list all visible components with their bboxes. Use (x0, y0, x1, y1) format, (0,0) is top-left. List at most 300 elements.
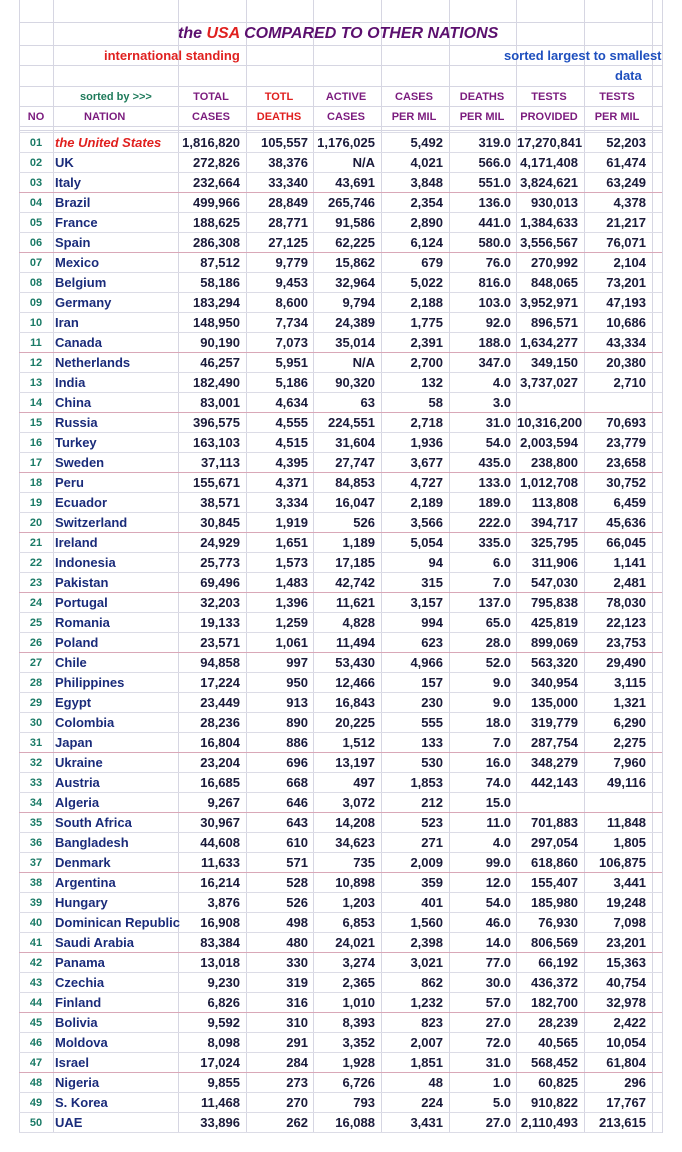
cell-value: 4,555 (275, 415, 308, 430)
cell-value: 4,171,408 (520, 155, 578, 170)
cell-value: 2,189 (410, 495, 443, 510)
cell-value: 53,430 (335, 655, 375, 670)
row-number: 46 (29, 1037, 43, 1049)
cell-value: 28,771 (268, 215, 308, 230)
nation-name: Finland (55, 995, 102, 1010)
cell-value: 1,816,820 (182, 135, 240, 150)
nation-name: Hungary (55, 895, 108, 910)
cell-value: 222.0 (478, 515, 511, 530)
nation-name: Canada (55, 335, 102, 350)
cell-value: 1,919 (275, 515, 308, 530)
cell-value: 3,274 (342, 955, 375, 970)
cell-value: 4.0 (492, 835, 511, 850)
cell-value: 63,249 (606, 175, 646, 190)
cell-value: 9,779 (275, 255, 308, 270)
cell-value: 4,966 (410, 655, 443, 670)
cell-value: 7,734 (275, 315, 308, 330)
cell-value: 896,571 (531, 315, 578, 330)
cell-value: 4,828 (342, 615, 375, 630)
cell-value: 10,686 (606, 315, 646, 330)
cell-value: 499,966 (193, 195, 240, 210)
cell-value: 19,133 (200, 615, 240, 630)
row-number: 25 (29, 617, 43, 629)
cell-value: 58,186 (200, 275, 240, 290)
row-number: 28 (29, 677, 43, 689)
cell-value: 5,054 (410, 535, 443, 550)
cell-value: 16,685 (200, 775, 240, 790)
cell-value: 90,320 (335, 375, 375, 390)
cell-value: 57.0 (485, 995, 511, 1010)
cell-value: 3,157 (410, 595, 443, 610)
cell-value: 2,890 (410, 215, 443, 230)
cell-value: 696 (286, 755, 308, 770)
cell-value: 65.0 (485, 615, 511, 630)
row-number: 33 (29, 777, 43, 789)
cell-value: 23,753 (606, 635, 646, 650)
cell-value: 16,908 (200, 915, 240, 930)
cell-value: 6,826 (207, 995, 240, 1010)
cell-value: 28.0 (485, 635, 511, 650)
cell-value: 1,203 (342, 895, 375, 910)
cell-value: 9.0 (492, 675, 511, 690)
row-number: 49 (29, 1097, 43, 1109)
cell-value: 69,496 (200, 575, 240, 590)
row-number: 02 (29, 157, 43, 169)
cell-value: 16,088 (335, 1115, 375, 1130)
cell-value: 3,677 (410, 455, 443, 470)
cell-value: 1,651 (275, 535, 308, 550)
cell-value: 16,214 (200, 875, 240, 890)
row-number: 27 (29, 657, 43, 669)
row-number: 38 (29, 877, 43, 889)
cell-value: 5.0 (492, 1095, 511, 1110)
row-number: 03 (29, 177, 43, 189)
row-number: 47 (29, 1057, 43, 1069)
cell-value: 52,203 (606, 135, 646, 150)
cell-value: 425,819 (531, 615, 578, 630)
cell-value: 994 (421, 615, 443, 630)
nation-name: Philippines (55, 675, 125, 690)
cell-value: 213,615 (599, 1115, 646, 1130)
cell-value: 1,176,025 (317, 135, 375, 150)
cell-value: 94 (428, 555, 443, 570)
nation-name: Czechia (55, 975, 105, 990)
cell-value: 13,197 (335, 755, 375, 770)
row-number: 34 (29, 797, 43, 809)
cell-value: 72.0 (485, 1035, 511, 1050)
cell-value: 793 (353, 1095, 375, 1110)
nation-name: UAE (55, 1115, 83, 1130)
cell-value: 1,141 (613, 555, 646, 570)
cell-value: 3,115 (614, 675, 646, 690)
cell-value: 806,569 (531, 935, 578, 950)
cell-value: 54.0 (485, 435, 511, 450)
cell-value: 24,021 (335, 935, 375, 950)
cell-value: 155,407 (531, 875, 578, 890)
cell-value: 7.0 (492, 735, 511, 750)
cell-value: 23,571 (200, 635, 240, 650)
row-number: 39 (29, 897, 43, 909)
cell-value: 1,061 (275, 635, 308, 650)
row-number: 35 (29, 817, 43, 829)
nation-name: France (55, 215, 98, 230)
row-number: 37 (29, 857, 43, 869)
cell-value: 27,125 (268, 235, 308, 250)
cell-value: 335.0 (478, 535, 511, 550)
cell-value: 646 (286, 795, 308, 810)
header-bottom-3: PER MIL (391, 111, 437, 123)
nation-name: Algeria (55, 795, 100, 810)
cell-value: 4,515 (275, 435, 308, 450)
cell-value: 11.0 (486, 815, 511, 830)
nation-name: Austria (55, 775, 100, 790)
cell-value: 20,225 (335, 715, 375, 730)
cell-value: 163,103 (193, 435, 240, 450)
cell-value: 9.0 (492, 695, 511, 710)
nation-name: Belgium (55, 275, 107, 290)
cell-value: 497 (353, 775, 375, 790)
row-number: 17 (29, 457, 43, 469)
nation-name: China (55, 395, 92, 410)
cell-value: 297,054 (531, 835, 578, 850)
cell-value: 997 (286, 655, 308, 670)
cell-value: 296 (624, 1075, 646, 1090)
cell-value: 28,239 (538, 1015, 578, 1030)
cell-value: 15.0 (485, 795, 511, 810)
cell-value: 14.0 (485, 935, 511, 950)
cell-value: 3,021 (410, 955, 443, 970)
cell-value: 9,592 (207, 1015, 240, 1030)
cell-value: 77.0 (485, 955, 511, 970)
nation-name: Egypt (55, 695, 92, 710)
cell-value: 347.0 (478, 355, 511, 370)
cell-value: 679 (421, 255, 443, 270)
cell-value: 20,380 (606, 355, 646, 370)
cell-value: 566.0 (478, 155, 511, 170)
row-number: 31 (29, 737, 43, 749)
nation-name: Bolivia (55, 1015, 98, 1030)
cell-value: 135,000 (531, 695, 578, 710)
cell-value: 1,560 (410, 915, 443, 930)
nation-name: Poland (55, 635, 99, 650)
cell-value: 137.0 (478, 595, 511, 610)
row-number: 10 (29, 317, 43, 329)
cell-value: 66,192 (538, 955, 578, 970)
cell-value: 182,700 (531, 995, 578, 1010)
cell-value: 6,124 (410, 235, 443, 250)
cell-value: 1,396 (275, 595, 308, 610)
row-number: 48 (29, 1077, 43, 1089)
cell-value: 44,608 (200, 835, 240, 850)
cell-value: 185,980 (531, 895, 578, 910)
cell-value: N/A (352, 155, 375, 170)
header-top-0: TOTAL (193, 91, 229, 103)
cell-value: 54.0 (485, 895, 511, 910)
cell-value: 310 (286, 1015, 308, 1030)
nation-name: Dominican Republic (55, 915, 180, 930)
cell-value: 27,747 (335, 455, 375, 470)
nation-name: Indonesia (55, 555, 116, 570)
cell-value: 103.0 (478, 295, 511, 310)
cell-value: 1,321 (613, 695, 646, 710)
cell-value: 442,143 (531, 775, 578, 790)
cell-value: 106,875 (599, 855, 646, 870)
nation-name: Denmark (55, 855, 111, 870)
cell-value: 90,190 (200, 335, 240, 350)
cell-value: 701,883 (531, 815, 578, 830)
cell-value: 14,208 (335, 815, 375, 830)
cell-value: 78,030 (606, 595, 646, 610)
row-number: 43 (29, 977, 43, 989)
cell-value: 530 (421, 755, 443, 770)
cell-value: 910,822 (531, 1095, 578, 1110)
cell-value: 212 (421, 795, 443, 810)
cell-value: 91,586 (335, 215, 375, 230)
cell-value: 7,960 (613, 755, 646, 770)
cell-value: 23,449 (200, 695, 240, 710)
row-number: 07 (29, 257, 43, 269)
row-number: 14 (29, 397, 43, 409)
cell-value: 394,717 (531, 515, 578, 530)
cell-value: 9,230 (207, 975, 240, 990)
cell-value: 319.0 (478, 135, 511, 150)
nation-name: Netherlands (55, 355, 131, 370)
cell-value: 8,098 (207, 1035, 240, 1050)
cell-value: 224,551 (328, 415, 375, 430)
cell-value: 43,334 (606, 335, 646, 350)
cell-value: 8,600 (275, 295, 308, 310)
cell-value: 6,290 (613, 715, 646, 730)
cell-value: 40,754 (606, 975, 646, 990)
cell-value: 11,468 (200, 1095, 240, 1110)
cell-value: 526 (286, 895, 308, 910)
cell-value: 23,779 (606, 435, 646, 450)
cell-value: 183,294 (193, 295, 240, 310)
cell-value: 24,389 (335, 315, 375, 330)
cell-value: 523 (421, 815, 443, 830)
cell-value: 182,490 (193, 375, 240, 390)
cell-value: 2,700 (410, 355, 443, 370)
cell-value: 43,691 (335, 175, 375, 190)
nation-name: Turkey (55, 435, 97, 450)
cell-value: 84,853 (335, 475, 375, 490)
cell-value: 133 (421, 735, 443, 750)
header-nation: NATION (84, 111, 126, 123)
cell-value: 568,452 (531, 1055, 578, 1070)
cell-value: 2,003,594 (520, 435, 578, 450)
nation-name: Peru (55, 475, 84, 490)
cell-value: 1,775 (410, 315, 443, 330)
cell-value: 547,030 (531, 575, 578, 590)
cell-value: 610 (286, 835, 308, 850)
cell-value: 23,201 (606, 935, 646, 950)
cell-value: 3,352 (342, 1035, 375, 1050)
cell-value: 10,316,200 (517, 415, 583, 430)
cell-value: 9,794 (342, 295, 375, 310)
cell-value: 262 (286, 1115, 308, 1130)
row-number: 32 (29, 757, 43, 769)
title-suffix: COMPARED TO OTHER NATIONS (244, 25, 499, 42)
cell-value: 2,422 (613, 1015, 646, 1030)
cell-value: 17,185 (335, 555, 375, 570)
cell-value: 3,824,621 (520, 175, 578, 190)
cell-value: 113,808 (531, 495, 578, 510)
cell-value: 2,275 (613, 735, 646, 750)
cell-value: 1,483 (275, 575, 308, 590)
header-top-1: TOTL (264, 91, 294, 103)
cell-value: 284 (286, 1055, 308, 1070)
cell-value: 311,906 (531, 555, 578, 570)
nation-name: Nigeria (55, 1075, 100, 1090)
cell-value: 1,010 (342, 995, 375, 1010)
cell-value: 32,978 (606, 995, 646, 1010)
row-number: 05 (29, 217, 43, 229)
row-number: 18 (29, 477, 43, 489)
cell-value: 34,623 (335, 835, 375, 850)
cell-value: 40,565 (538, 1035, 578, 1050)
cell-value: 17,767 (606, 1095, 646, 1110)
cell-value: 188.0 (478, 335, 511, 350)
cell-value: 1,936 (410, 435, 443, 450)
row-number: 22 (29, 557, 43, 569)
cell-value: 1.0 (492, 1075, 511, 1090)
cell-value: 3,556,567 (520, 235, 578, 250)
nation-name: Saudi Arabia (55, 935, 134, 950)
cell-value: 1,259 (275, 615, 308, 630)
cell-value: 1,232 (410, 995, 443, 1010)
cell-value: 3,072 (342, 795, 375, 810)
cell-value: 528 (286, 875, 308, 890)
cell-value: 11,621 (335, 595, 375, 610)
cell-value: 270,992 (531, 255, 578, 270)
row-number: 08 (29, 277, 43, 289)
cell-value: 42,742 (335, 575, 375, 590)
cell-value: 238,800 (531, 455, 578, 470)
cell-value: 396,575 (193, 415, 240, 430)
cell-value: 555 (421, 715, 443, 730)
cell-value: 643 (286, 815, 308, 830)
cell-value: 823 (421, 1015, 443, 1030)
cell-value: 359 (421, 875, 443, 890)
data-label: data (615, 68, 642, 83)
cell-value: 6,459 (613, 495, 646, 510)
cell-value: 30,752 (606, 475, 646, 490)
header-bottom-0: CASES (192, 111, 230, 123)
cell-value: 3,737,027 (520, 375, 578, 390)
cell-value: 23,658 (606, 455, 646, 470)
cell-value: 436,372 (531, 975, 578, 990)
row-number: 36 (29, 837, 43, 849)
cell-value: 623 (421, 635, 443, 650)
cell-value: 11,848 (606, 815, 646, 830)
cell-value: 5,492 (410, 135, 443, 150)
title-prefix: the (178, 25, 202, 42)
cell-value: 1,573 (275, 555, 308, 570)
cell-value: 37,113 (200, 455, 240, 470)
header-bottom-1: DEATHS (256, 111, 302, 123)
cell-value: 33,340 (268, 175, 308, 190)
cell-value: 15,862 (335, 255, 375, 270)
nation-name: Argentina (55, 875, 116, 890)
cell-value: 29,490 (606, 655, 646, 670)
header-top-2: ACTIVE (325, 91, 367, 103)
cell-value: 12,466 (335, 675, 375, 690)
cell-value: 16,843 (335, 695, 375, 710)
cell-value: 19,248 (606, 895, 646, 910)
cell-value: 1,805 (613, 835, 646, 850)
nation-name: Switzerland (55, 515, 128, 530)
cell-value: 315 (421, 575, 443, 590)
cell-value: 526 (353, 515, 375, 530)
cell-value: 31.0 (485, 415, 511, 430)
cell-value: 3,876 (207, 895, 240, 910)
cell-value: 17,024 (200, 1055, 240, 1070)
cell-value: 25,773 (200, 555, 240, 570)
subtitle-right: sorted largest to smallest (504, 48, 662, 63)
cell-value: 13,018 (200, 955, 240, 970)
cell-value: 31,604 (335, 435, 375, 450)
row-number: 19 (29, 497, 43, 509)
cell-value: 2,354 (410, 195, 443, 210)
cell-value: 316 (286, 995, 308, 1010)
cell-value: 273 (286, 1075, 308, 1090)
cell-value: 45,636 (606, 515, 646, 530)
nation-name: Bangladesh (55, 835, 129, 850)
row-number: 15 (29, 417, 43, 429)
cell-value: 5,951 (275, 355, 308, 370)
cell-value: 2,718 (410, 415, 443, 430)
cell-value: 83,001 (200, 395, 240, 410)
cell-value: 9,855 (207, 1075, 240, 1090)
row-number: 50 (29, 1117, 43, 1129)
cell-value: 30.0 (485, 975, 511, 990)
cell-value: 340,954 (531, 675, 578, 690)
cell-value: 271 (421, 835, 443, 850)
cell-value: 2,398 (410, 935, 443, 950)
cell-value: 132 (421, 375, 443, 390)
cell-value: 2,188 (410, 295, 443, 310)
cell-value: 15,363 (606, 955, 646, 970)
cell-value: 3,848 (410, 175, 443, 190)
cell-value: 3,566 (410, 515, 443, 530)
cell-value: 17,270,841 (517, 135, 583, 150)
cell-value: 735 (353, 855, 375, 870)
cell-value: 4,371 (275, 475, 308, 490)
cell-value: 92.0 (485, 315, 511, 330)
cell-value: 265,746 (328, 195, 375, 210)
cell-value: 441.0 (478, 215, 511, 230)
cell-value: 12.0 (485, 875, 511, 890)
cell-value: 16,804 (200, 735, 240, 750)
row-number: 44 (29, 997, 43, 1009)
nation-name: Spain (55, 235, 91, 250)
cell-value: 38,376 (268, 155, 308, 170)
cell-value: 890 (286, 715, 308, 730)
page-title (178, 24, 498, 44)
cell-value: 668 (286, 775, 308, 790)
cell-value: 6,726 (342, 1075, 375, 1090)
cell-value: 1,384,633 (520, 215, 578, 230)
row-number: 42 (29, 957, 43, 969)
cell-value: 551.0 (478, 175, 511, 190)
row-number: 29 (29, 697, 43, 709)
header-no: NO (27, 111, 45, 123)
cell-value: 32,964 (335, 275, 375, 290)
cell-value: 571 (286, 855, 308, 870)
cell-value: 795,838 (531, 595, 578, 610)
cell-value: 9,453 (275, 275, 308, 290)
cell-value: 10,898 (335, 875, 375, 890)
